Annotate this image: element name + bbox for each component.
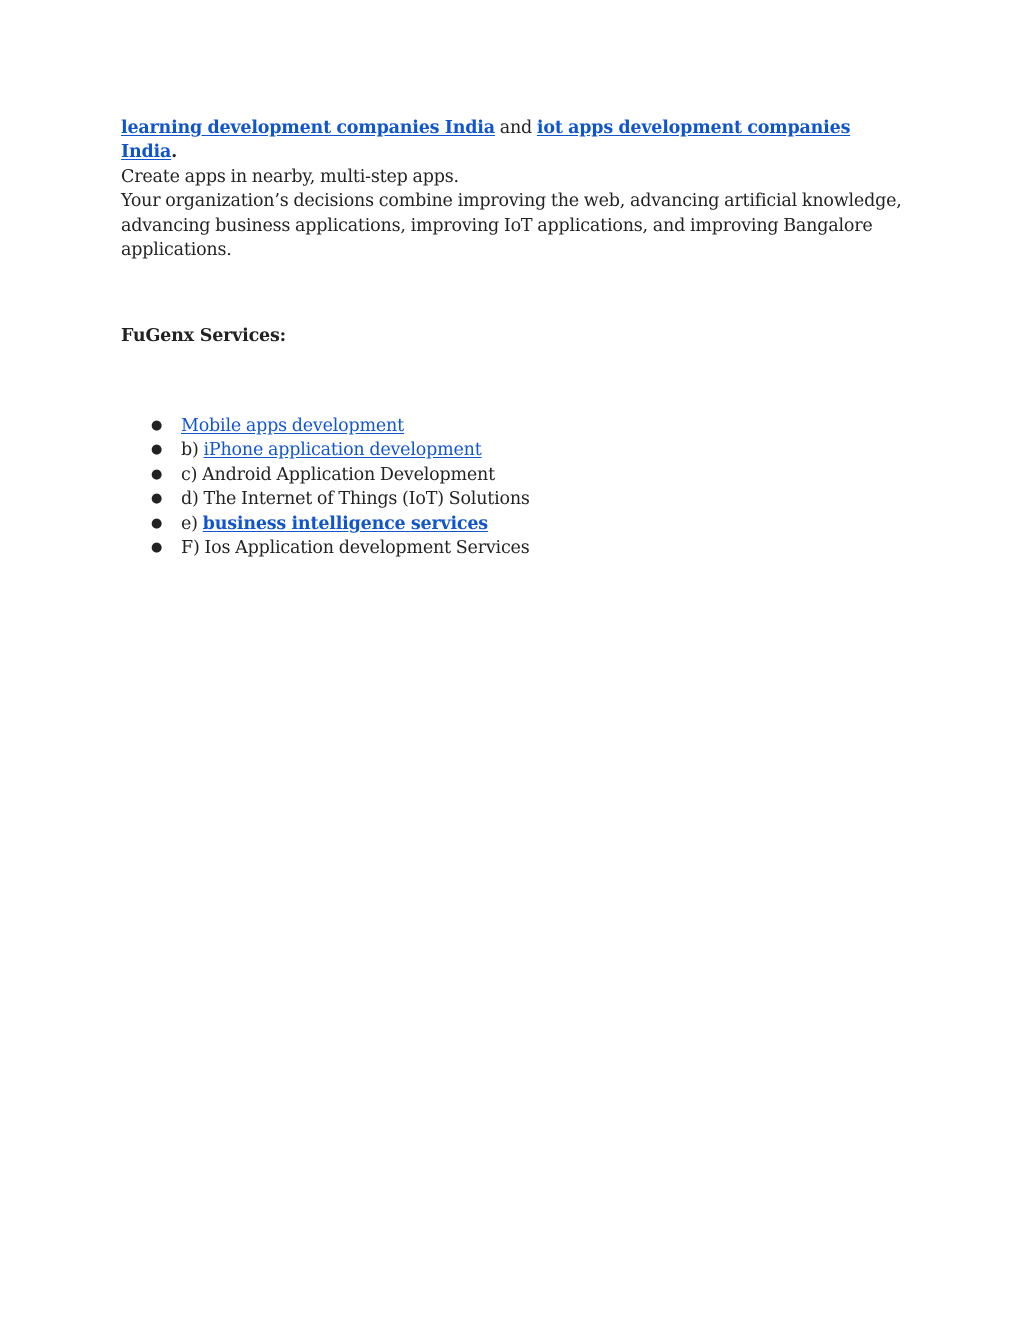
- intro-section: [121, 116, 911, 262]
- list-item-ios: [121, 536, 530, 560]
- list-item-iphone: [121, 438, 530, 462]
- list-item-android: [121, 463, 530, 487]
- link-mobile-apps-development[interactable]: Mobile apps development: [181, 416, 404, 436]
- list-item-text: F) Ios Application development Services: [181, 538, 530, 559]
- link-iot-apps-development-companies[interactable]: iot apps development companies India: [121, 118, 851, 163]
- services-list: [121, 414, 530, 560]
- list-item-text: c) Android Application Development: [181, 464, 495, 485]
- bullet-icon: ●: [151, 515, 163, 531]
- bullet-icon: ●: [151, 540, 163, 556]
- intro-end-punct: .: [171, 142, 178, 163]
- bullet-icon: ●: [151, 418, 163, 433]
- intro-connector: and: [494, 118, 537, 138]
- list-item-iot: [121, 487, 530, 511]
- intro-paragraph: Your organization’s decisions combine improving the web, advancing artificial knowledge, advancing business applications, improving IoT applications, and improving Bangalore applications.: [121, 191, 902, 261]
- services-heading: FuGenx Services:: [121, 326, 286, 346]
- bullet-icon: ●: [151, 442, 163, 458]
- list-item-text: d) The Internet of Things (IoT) Solutions: [181, 489, 530, 510]
- list-item-business-intelligence: [121, 512, 530, 536]
- bullet-icon: ●: [151, 491, 163, 507]
- list-item-mobile-apps: [121, 414, 530, 438]
- link-business-intelligence-services[interactable]: business intelligence services: [202, 513, 488, 534]
- list-item-prefix: b): [181, 440, 204, 461]
- bullet-icon: ●: [151, 466, 163, 482]
- intro-links-line: [121, 116, 911, 165]
- link-iphone-application-development[interactable]: iPhone application development: [203, 440, 482, 461]
- intro-line-2: Create apps in nearby, multi-step apps.: [121, 166, 459, 187]
- link-learning-development-companies[interactable]: learning development companies India: [121, 118, 495, 138]
- list-item-prefix: e): [181, 513, 203, 534]
